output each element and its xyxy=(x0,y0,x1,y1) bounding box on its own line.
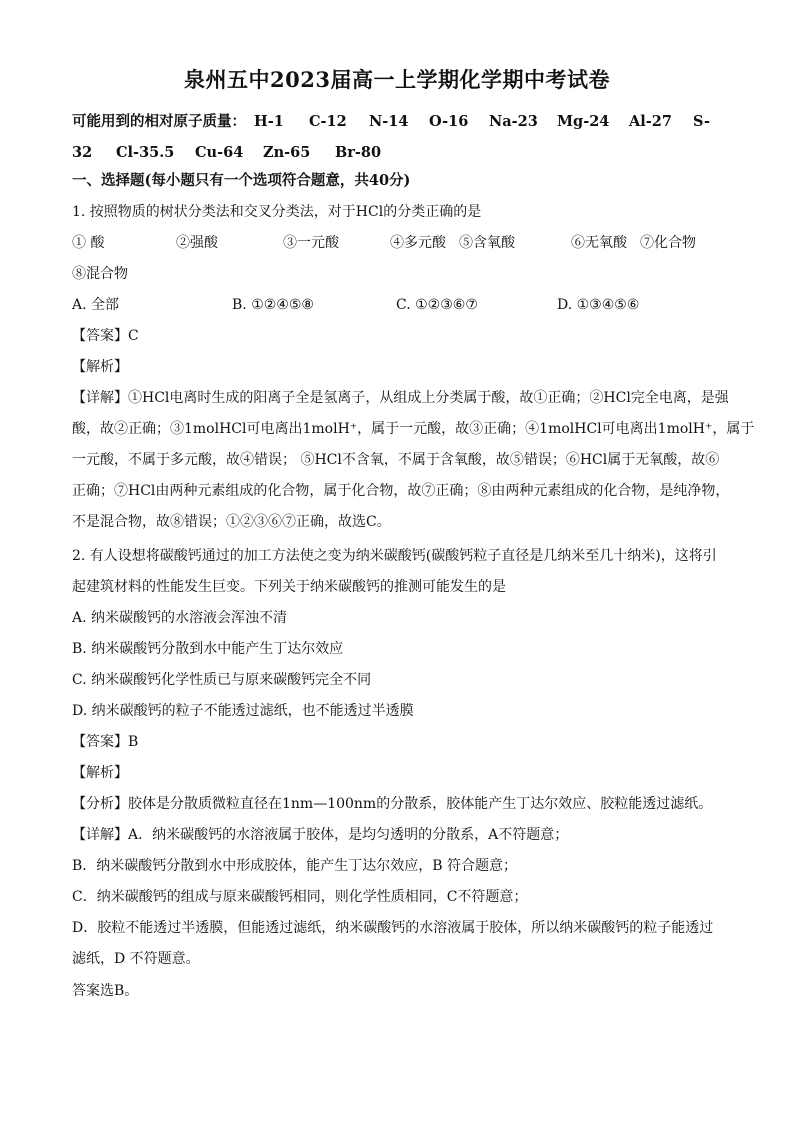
q1-option-d: D. ①③④⑤⑥ xyxy=(557,297,640,313)
atomic-mass-label: 可能用到的相对原子质量： xyxy=(72,113,246,130)
q1-item-8: ⑧混合物 xyxy=(72,266,128,282)
atomic-mass-br: Br-80 xyxy=(335,144,382,161)
section-heading: 一、选择题(每小题只有一个选项符合题意，共40分) xyxy=(72,172,411,189)
q1-item-2: ②强酸 xyxy=(176,235,218,251)
q1-detail-line-2: 酸，故②正确；③1molHCl可电离出1molH⁺，属于一元酸，故③正确；④1molHCl可电离出1molH⁺，属于 xyxy=(72,421,755,437)
page-title: 泉州五中2023届高一上学期化学期中考试卷 xyxy=(184,67,610,92)
q2-option-d: D. 纳米碳酸钙的粒子不能透过滤纸，也不能透过半透膜 xyxy=(72,703,414,719)
q1-detail-line-4: 正确；⑦HCl由两种元素组成的化合物，属于化合物，故⑦正确；⑧由两种元素组成的化合物，是纯净物， xyxy=(72,483,730,499)
q1-analysis-label: 【解析】 xyxy=(72,359,128,375)
atomic-mass-na: Na-23 xyxy=(489,113,538,130)
atomic-mass-o: O-16 xyxy=(429,113,469,130)
q1-item-5: ⑤含氧酸 xyxy=(459,235,515,251)
q1-items xyxy=(72,233,722,253)
q2-detail-line-5: 滤纸，D 不符题意。 xyxy=(72,951,200,967)
q1-option-a: A. 全部 xyxy=(72,297,120,313)
q1-option-c: C. ①②③⑥⑦ xyxy=(396,297,478,313)
atomic-mass-c: C-12 xyxy=(309,113,347,130)
q1-item-4: ④多元酸 xyxy=(390,235,446,251)
q2-stem-line-2: 起建筑材料的性能发生巨变。下列关于纳米碳酸钙的推测可能发生的是 xyxy=(72,579,506,595)
atomic-mass-zn: Zn-65 xyxy=(263,144,311,161)
q1-item-3: ③一元酸 xyxy=(283,235,339,251)
q2-detail-line-2: B．纳米碳酸钙分散到水中形成胶体，能产生丁达尔效应，B 符合题意； xyxy=(72,858,518,874)
q2-option-b: B. 纳米碳酸钙分散到水中能产生丁达尔效应 xyxy=(72,641,344,657)
atomic-mass-cl: Cl-35.5 xyxy=(116,144,175,161)
q2-fenxi: 【分析】胶体是分散质微粒直径在1nm—100nm的分散系，胶体能产生丁达尔效应、胶粒能透过滤纸。 xyxy=(72,796,713,812)
atomic-mass-list xyxy=(72,106,722,168)
atomic-mass-n: N-14 xyxy=(369,113,409,130)
q1-item-1: ① 酸 xyxy=(72,235,105,251)
atomic-mass-h: H-1 xyxy=(254,113,284,130)
q1-options xyxy=(72,295,722,315)
q1-item-7: ⑦化合物 xyxy=(640,235,696,251)
atomic-mass-cu: Cu-64 xyxy=(195,144,244,161)
q1-stem: 1. 按照物质的树状分类法和交叉分类法，对于HCl的分类正确的是 xyxy=(72,204,482,220)
q1-option-b: B. ①②④⑤⑧ xyxy=(232,297,314,313)
q2-option-a: A. 纳米碳酸钙的水溶液会浑浊不清 xyxy=(72,610,288,626)
atomic-mass-row-1 xyxy=(72,106,722,137)
q2-answer: 【答案】B xyxy=(72,734,139,750)
q1-item-6: ⑥无氧酸 xyxy=(571,235,627,251)
atomic-mass-row-2 xyxy=(72,137,722,168)
atomic-mass-s-prefix: S- xyxy=(693,113,711,130)
q2-option-c: C. 纳米碳酸钙化学性质已与原来碳酸钙完全不同 xyxy=(72,672,372,688)
atomic-mass-mg: Mg-24 xyxy=(557,113,610,130)
q1-detail-line-3: 一元酸，不属于多元酸，故④错误； ⑤HCl不含氧，不属于含氧酸，故⑤错误；⑥HCl属于无氧酸，故⑥ xyxy=(72,452,720,468)
q1-detail-line-1: 【详解】①HCl电离时生成的阳离子全是氢离子，从组成上分类属于酸，故①正确；②HCl完全电离，是强 xyxy=(72,390,729,406)
q1-answer: 【答案】C xyxy=(72,328,139,344)
atomic-mass-al: Al-27 xyxy=(629,113,672,130)
q2-detail-line-4: D．胶粒不能透过半透膜，但能透过滤纸，纳米碳酸钙的水溶液属于胶体，所以纳米碳酸钙的粒子能透过 xyxy=(72,920,714,936)
q2-stem-line-1: 2. 有人设想将碳酸钙通过的加工方法使之变为纳米碳酸钙(碳酸钙粒子直径是几纳米至几十纳米)，这将引 xyxy=(72,548,717,564)
q1-detail-line-5: 不是混合物，故⑧错误；①②③⑥⑦正确，故选C。 xyxy=(72,514,391,530)
q2-analysis-label: 【解析】 xyxy=(72,765,128,781)
q2-detail-line-3: C．纳米碳酸钙的组成与原来碳酸钙相同，则化学性质相同，C不符题意； xyxy=(72,889,528,905)
q2-conclusion: 答案选B。 xyxy=(72,983,139,999)
q2-detail-line-1: 【详解】A．纳米碳酸钙的水溶液属于胶体，是均匀透明的分散系，A不符题意； xyxy=(72,827,569,843)
atomic-mass-s-value: 32 xyxy=(72,144,93,161)
